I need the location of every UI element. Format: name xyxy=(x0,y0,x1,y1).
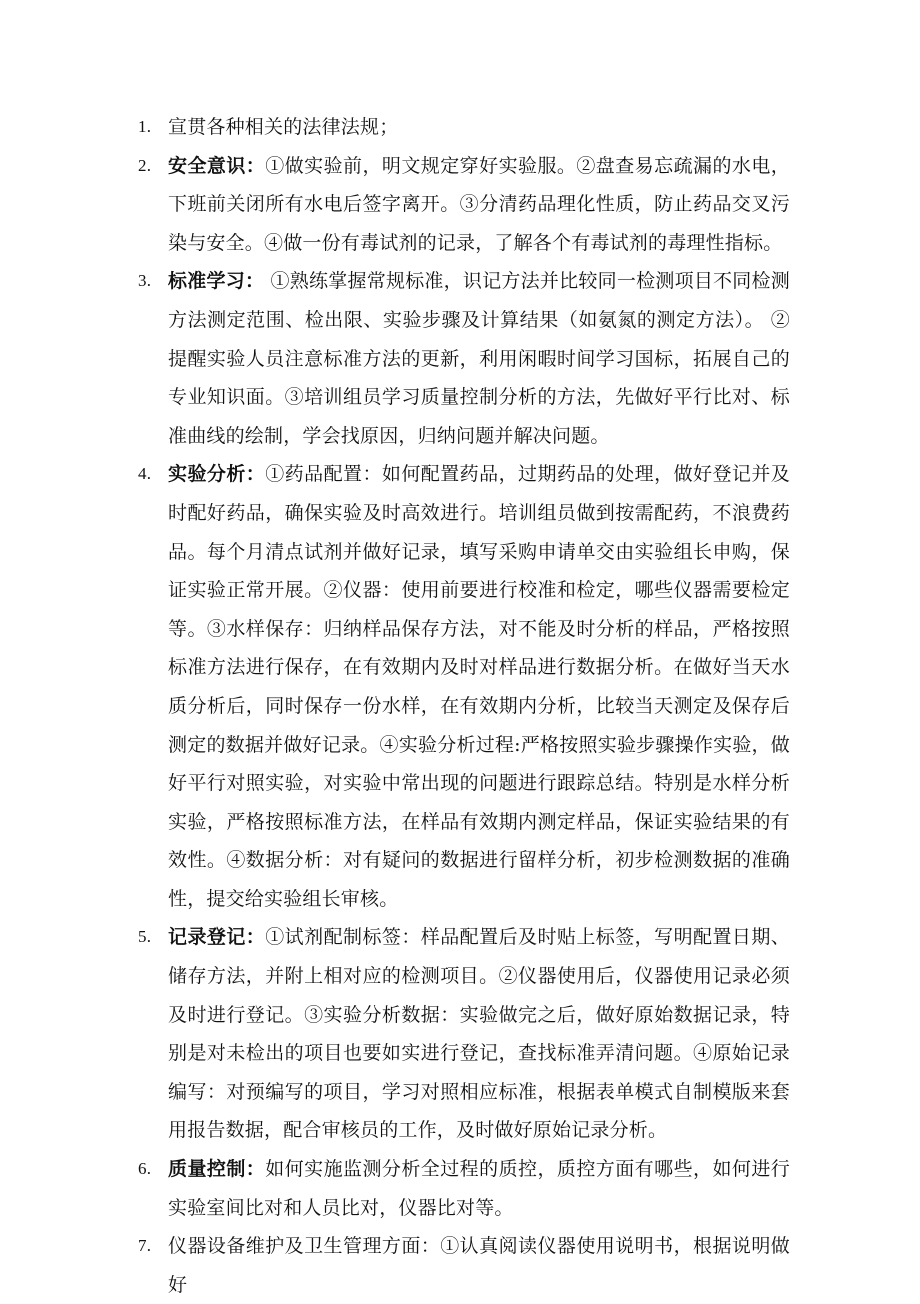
list-item xyxy=(138,455,790,918)
list-item xyxy=(138,147,790,263)
list-item xyxy=(138,918,790,1150)
item-text: 如何实施监测分析全过程的质控，质控方面有哪些，如何进行实验室间比对和人员比对，仪器比对等。 xyxy=(168,1158,790,1219)
item-text: ①试剂配制标签：样品配置后及时贴上标签，写明配置日期、储存方法，并附上相对应的检测项目。②仪器使用后，仪器使用记录必须及时进行登记。③实验分析数据：实验做完之后，做好原始数据记录，特别是对未检出的项目也要如实进行登记，查找标准弄清问题。④原始记录编写：对预编写的项目，学习对照相应标准，根据表单模式自制模版来套用报告数据，配合审核员的工作，及时做好原始记录分析。 xyxy=(168,926,790,1142)
item-label: 安全意识： xyxy=(168,154,266,177)
item-text: 宣贯各种相关的法律法规； xyxy=(168,116,399,138)
numbered-list xyxy=(138,108,790,1304)
list-item xyxy=(138,262,790,455)
item-label: 质量控制： xyxy=(168,1158,266,1181)
item-number: 4. xyxy=(138,464,152,484)
item-number: 5. xyxy=(138,927,152,947)
list-item xyxy=(138,1227,790,1304)
item-text: ①熟练掌握常规标准，识记方法并比较同一检测项目不同检测方法测定范围、检出限、实验步骤及计算结果（如氨氮的测定方法）。 ②提醒实验人员注意标准方法的更新，利用闲暇时间学习国标，拓展自己的专业知识面。③培训组员学习质量控制分析的方法，先做好平行比对、标准曲线的绘制，学会找原因，归纳问题并解决问题。 xyxy=(168,270,790,447)
item-text: ①药品配置：如何配置药品，过期药品的处理，做好登记并及时配好药品，确保实验及时高效进行。培训组员做到按需配药，不浪费药品。每个月清点试剂并做好记录，填写采购申请单交由实验组长申购，保证实验正常开展。②仪器：使用前要进行校准和检定，哪些仪器需要检定等。③水样保存：归纳样品保存方法，对不能及时分析的样品，严格按照标准方法进行保存，在有效期内及时对样品进行数据分析。在做好当天水质分析后，同时保存一份水样，在有效期内分析，比较当天测定及保存后测定的数据并做好记录。④实验分析过程:严格按照实验步骤操作实验，做好平行对照实验，对实验中常出现的问题进行跟踪总结。特别是水样分析实验，严格按照标准方法，在样品有效期内测定样品，保证实验结果的有效性。④数据分析：对有疑问的数据进行留样分析，初步检测数据的准确性，提交给实验组长审核。 xyxy=(168,463,790,910)
item-number: 7. xyxy=(138,1236,152,1256)
list-item xyxy=(138,1150,790,1227)
list-item xyxy=(138,108,790,147)
item-text: ①做实验前，明文规定穿好实验服。②盘查易忘疏漏的水电，下班前关闭所有水电后签字离开。③分清药品理化性质，防止药品交叉污染与安全。④做一份有毒试剂的记录，了解各个有毒试剂的毒理性指标。 xyxy=(168,154,790,254)
item-label: 标准学习： xyxy=(168,270,265,293)
item-number: 3. xyxy=(138,271,152,291)
item-number: 1. xyxy=(138,117,152,136)
item-number: 6. xyxy=(138,1159,152,1179)
item-number: 2. xyxy=(138,155,152,175)
item-label: 记录登记： xyxy=(168,926,266,949)
item-label: 实验分析： xyxy=(168,463,266,486)
item-text: 仪器设备维护及卫生管理方面：①认真阅读仪器使用说明书，根据说明做好 xyxy=(168,1235,790,1296)
